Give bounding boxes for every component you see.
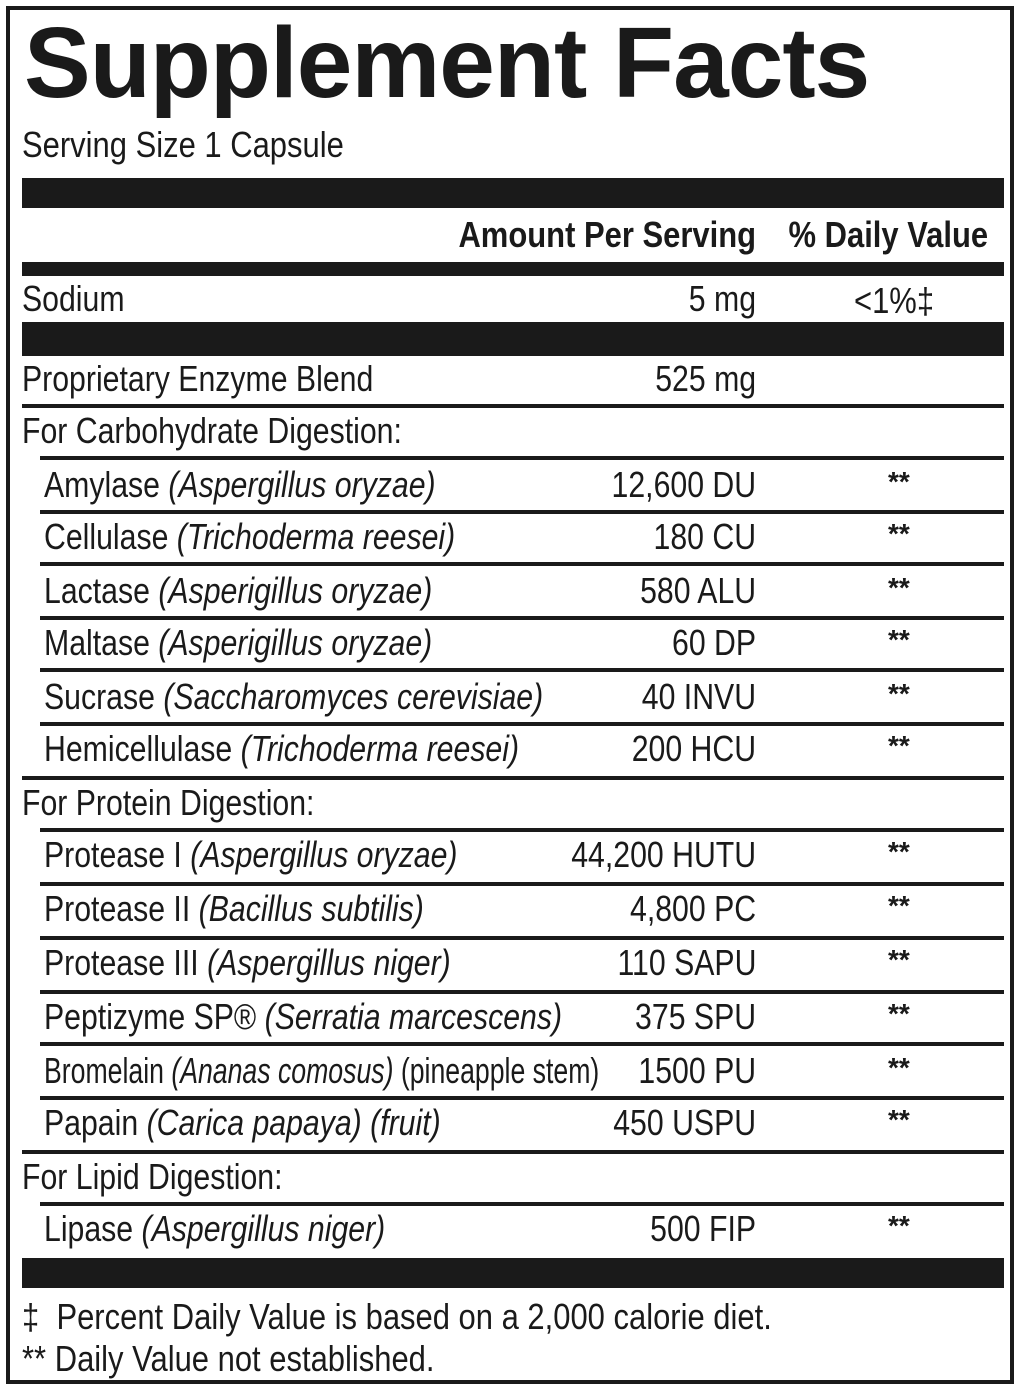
ingredient-amount: 40 INVU [641,676,756,717]
ingredient-amount: 450 USPU [613,1102,756,1143]
ingredient-amount: 1500 PU [638,1050,756,1091]
ingredient-name: Lactase (Asperigillus oryzae) [44,570,433,611]
ingredient-name: Protease I (Aspergillus oryzae) [44,834,458,875]
ingredient-amount: 44,200 HUTU [571,834,756,875]
ingredient-name: Protease III (Aspergillus niger) [44,942,451,983]
ingredient-dv: ** [888,624,910,655]
ingredient-amount: 375 SPU [634,996,756,1037]
ingredient-dv: ** [888,730,910,761]
ingredient-name: Bromelain (Ananas comosus) (pineapple stem) [44,1050,600,1091]
protein-heading: For Protein Digestion: [22,782,315,823]
ingredient-dv: ** [888,678,910,709]
thick-divider-bottom [22,1258,1004,1288]
ingredient-dv: ** [888,944,910,975]
ingredient-dv: ** [888,1052,910,1083]
ingredient-amount: 12,600 DU [611,464,756,505]
amount-header: Amount Per Serving [458,214,756,255]
ingredient-dv: ** [888,1104,910,1135]
divider-header [22,262,1004,276]
ingredient-name: Peptizyme SP® (Serratia marcescens) [44,996,563,1037]
sodium-dv: <1%‡ [854,280,935,321]
divider [40,510,1004,514]
divider [40,722,1004,726]
lipid-heading: For Lipid Digestion: [22,1156,283,1197]
sodium-label: Sodium [22,278,125,319]
divider [40,882,1004,886]
footnote-asterisks: ** Daily Value not established. [22,1338,435,1379]
divider [40,668,1004,672]
daily-value-header: % Daily Value [788,214,988,255]
ingredient-name: Sucrase (Saccharomyces cerevisiae) [44,676,544,717]
ingredient-amount: 500 FIP [650,1208,756,1249]
ingredient-dv: ** [888,466,910,497]
divider [40,1096,1004,1100]
ingredient-name: Hemicellulase (Trichoderma reesei) [44,728,520,769]
ingredient-name: Protease II (Bacillus subtilis) [44,888,424,929]
blend-amount: 525 mg [655,358,756,399]
ingredient-name: Papain (Carica papaya) (fruit) [44,1102,441,1143]
ingredient-name: Lipase (Aspergillus niger) [44,1208,386,1249]
ingredient-name: Maltase (Asperigillus oryzae) [44,622,433,663]
thick-divider-blend [22,322,1004,356]
panel-title: Supplement Facts [24,7,870,119]
ingredient-name: Amylase (Aspergillus oryzae) [44,464,436,505]
ingredient-amount: 60 DP [671,622,756,663]
ingredient-dv: ** [888,836,910,867]
ingredient-dv: ** [888,890,910,921]
divider [40,828,1004,832]
ingredient-dv: ** [888,572,910,603]
divider [40,616,1004,620]
divider [22,1150,1004,1154]
ingredient-name: Cellulase (Trichoderma reesei) [44,516,456,557]
divider [40,456,1004,460]
divider [22,404,1004,408]
thick-divider-top [22,178,1004,208]
ingredient-amount: 180 CU [653,516,756,557]
divider [40,990,1004,994]
serving-size: Serving Size 1 Capsule [22,124,344,165]
divider [40,936,1004,940]
sodium-amount: 5 mg [688,278,756,319]
ingredient-amount: 4,800 PC [629,888,756,929]
footnote-dagger: ‡ Percent Daily Value is based on a 2,000 calorie diet. [22,1296,772,1337]
ingredient-amount: 200 HCU [631,728,756,769]
ingredient-dv: ** [888,518,910,549]
ingredient-amount: 110 SAPU [617,942,756,983]
divider [40,1202,1004,1206]
carb-heading: For Carbohydrate Digestion: [22,410,402,451]
ingredient-dv: ** [888,1210,910,1241]
divider [40,1042,1004,1046]
divider [22,776,1004,780]
blend-label: Proprietary Enzyme Blend [22,358,374,399]
ingredient-amount: 580 ALU [639,570,756,611]
divider [40,562,1004,566]
ingredient-dv: ** [888,998,910,1029]
